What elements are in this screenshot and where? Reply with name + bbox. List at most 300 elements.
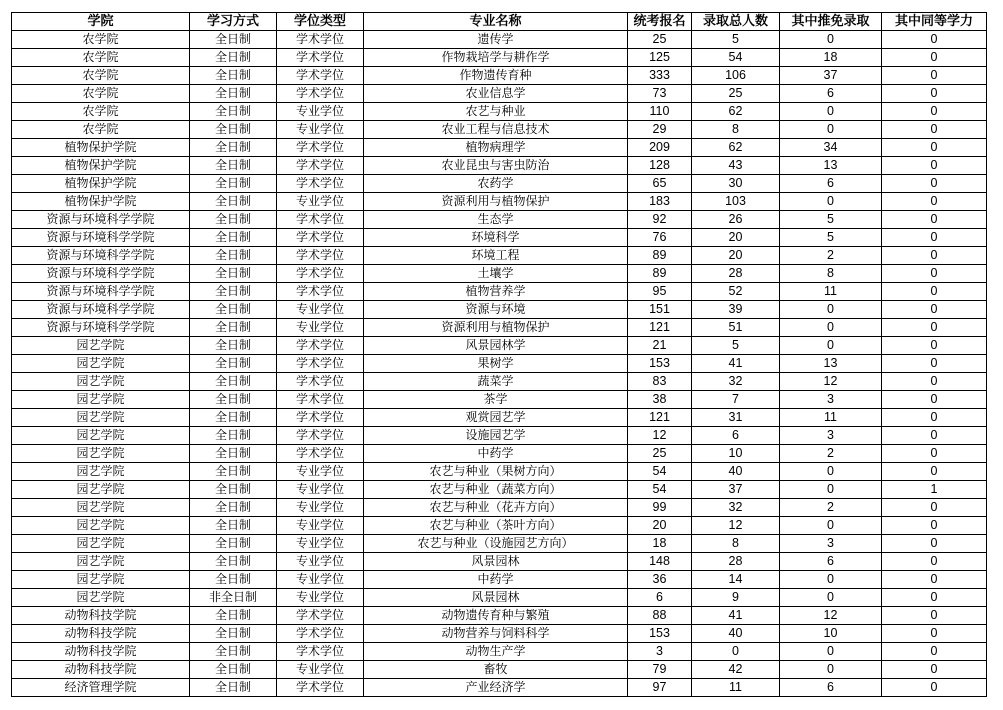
cell-recommended: 6 (780, 85, 882, 103)
cell-degree-type: 学术学位 (277, 247, 364, 265)
cell-recommended: 2 (780, 247, 882, 265)
cell-major: 设施园艺学 (364, 427, 628, 445)
table-row (12, 589, 987, 607)
cell-equivalent: 0 (882, 499, 987, 517)
table-row (12, 679, 987, 697)
cell-degree-type: 学术学位 (277, 265, 364, 283)
cell-equivalent: 0 (882, 247, 987, 265)
cell-equivalent: 0 (882, 211, 987, 229)
cell-admitted-total: 40 (692, 463, 780, 481)
cell-degree-type: 学术学位 (277, 355, 364, 373)
cell-college: 农学院 (12, 49, 190, 67)
cell-recommended: 0 (780, 463, 882, 481)
cell-major: 遗传学 (364, 31, 628, 49)
cell-study-mode: 全日制 (190, 391, 277, 409)
cell-study-mode: 全日制 (190, 607, 277, 625)
cell-study-mode: 全日制 (190, 211, 277, 229)
cell-recommended: 0 (780, 121, 882, 139)
cell-applicants: 121 (628, 409, 692, 427)
cell-admitted-total: 8 (692, 121, 780, 139)
cell-degree-type: 专业学位 (277, 499, 364, 517)
cell-admitted-total: 54 (692, 49, 780, 67)
table-body (12, 31, 987, 697)
table-row (12, 67, 987, 85)
cell-degree-type: 专业学位 (277, 193, 364, 211)
cell-admitted-total: 5 (692, 337, 780, 355)
cell-degree-type: 学术学位 (277, 49, 364, 67)
cell-admitted-total: 52 (692, 283, 780, 301)
cell-admitted-total: 20 (692, 229, 780, 247)
cell-applicants: 95 (628, 283, 692, 301)
col-header-applicants: 统考报名 (628, 13, 692, 31)
cell-equivalent: 0 (882, 535, 987, 553)
table-row (12, 553, 987, 571)
cell-applicants: 92 (628, 211, 692, 229)
cell-degree-type: 学术学位 (277, 211, 364, 229)
table-row (12, 121, 987, 139)
cell-major: 农艺与种业（设施园艺方向） (364, 535, 628, 553)
cell-recommended: 0 (780, 661, 882, 679)
cell-study-mode: 全日制 (190, 49, 277, 67)
cell-admitted-total: 41 (692, 607, 780, 625)
cell-equivalent: 1 (882, 481, 987, 499)
cell-applicants: 89 (628, 265, 692, 283)
cell-college: 园艺学院 (12, 571, 190, 589)
cell-applicants: 38 (628, 391, 692, 409)
cell-major: 果树学 (364, 355, 628, 373)
cell-study-mode: 全日制 (190, 661, 277, 679)
cell-degree-type: 专业学位 (277, 571, 364, 589)
table-row (12, 175, 987, 193)
table-row (12, 337, 987, 355)
cell-equivalent: 0 (882, 517, 987, 535)
cell-equivalent: 0 (882, 229, 987, 247)
cell-college: 园艺学院 (12, 427, 190, 445)
cell-applicants: 18 (628, 535, 692, 553)
cell-recommended: 6 (780, 553, 882, 571)
cell-degree-type: 学术学位 (277, 625, 364, 643)
cell-equivalent: 0 (882, 463, 987, 481)
cell-admitted-total: 25 (692, 85, 780, 103)
cell-applicants: 183 (628, 193, 692, 211)
cell-applicants: 21 (628, 337, 692, 355)
table-row (12, 517, 987, 535)
cell-recommended: 3 (780, 427, 882, 445)
cell-equivalent: 0 (882, 49, 987, 67)
cell-major: 环境工程 (364, 247, 628, 265)
cell-major: 植物营养学 (364, 283, 628, 301)
cell-major: 农艺与种业（蔬菜方向） (364, 481, 628, 499)
cell-college: 农学院 (12, 31, 190, 49)
cell-admitted-total: 32 (692, 373, 780, 391)
cell-applicants: 25 (628, 31, 692, 49)
cell-college: 农学院 (12, 103, 190, 121)
cell-applicants: 12 (628, 427, 692, 445)
cell-equivalent: 0 (882, 427, 987, 445)
cell-major: 动物遗传育种与繁殖 (364, 607, 628, 625)
cell-admitted-total: 37 (692, 481, 780, 499)
cell-admitted-total: 5 (692, 31, 780, 49)
cell-study-mode: 全日制 (190, 409, 277, 427)
cell-degree-type: 学术学位 (277, 391, 364, 409)
header-row (12, 13, 987, 31)
cell-major: 农艺与种业（花卉方向） (364, 499, 628, 517)
table-row (12, 625, 987, 643)
cell-recommended: 10 (780, 625, 882, 643)
cell-admitted-total: 41 (692, 355, 780, 373)
cell-equivalent: 0 (882, 175, 987, 193)
cell-recommended: 0 (780, 571, 882, 589)
cell-degree-type: 专业学位 (277, 103, 364, 121)
cell-major: 农艺与种业 (364, 103, 628, 121)
table-row (12, 481, 987, 499)
cell-degree-type: 学术学位 (277, 175, 364, 193)
cell-study-mode: 全日制 (190, 193, 277, 211)
cell-major: 环境科学 (364, 229, 628, 247)
cell-recommended: 11 (780, 283, 882, 301)
cell-admitted-total: 7 (692, 391, 780, 409)
table-row (12, 607, 987, 625)
cell-equivalent: 0 (882, 445, 987, 463)
cell-college: 资源与环境科学学院 (12, 265, 190, 283)
cell-equivalent: 0 (882, 589, 987, 607)
cell-study-mode: 全日制 (190, 175, 277, 193)
cell-admitted-total: 62 (692, 103, 780, 121)
cell-equivalent: 0 (882, 283, 987, 301)
cell-major: 观赏园艺学 (364, 409, 628, 427)
cell-study-mode: 全日制 (190, 139, 277, 157)
cell-college: 园艺学院 (12, 463, 190, 481)
cell-admitted-total: 43 (692, 157, 780, 175)
cell-college: 农学院 (12, 67, 190, 85)
cell-major: 作物遗传育种 (364, 67, 628, 85)
cell-major: 中药学 (364, 571, 628, 589)
cell-degree-type: 专业学位 (277, 535, 364, 553)
cell-degree-type: 专业学位 (277, 121, 364, 139)
cell-applicants: 153 (628, 625, 692, 643)
table-row (12, 373, 987, 391)
table-row (12, 265, 987, 283)
table-row (12, 211, 987, 229)
col-header-admitted-total: 录取总人数 (692, 13, 780, 31)
cell-major: 风景园林学 (364, 337, 628, 355)
cell-major: 生态学 (364, 211, 628, 229)
cell-equivalent: 0 (882, 661, 987, 679)
cell-applicants: 54 (628, 463, 692, 481)
cell-major: 动物营养与饲料科学 (364, 625, 628, 643)
table-row (12, 31, 987, 49)
cell-equivalent: 0 (882, 373, 987, 391)
table-row (12, 409, 987, 427)
table-row (12, 85, 987, 103)
admissions-table (11, 12, 987, 697)
cell-applicants: 65 (628, 175, 692, 193)
cell-applicants: 89 (628, 247, 692, 265)
cell-applicants: 73 (628, 85, 692, 103)
cell-applicants: 128 (628, 157, 692, 175)
cell-admitted-total: 8 (692, 535, 780, 553)
cell-admitted-total: 30 (692, 175, 780, 193)
cell-recommended: 0 (780, 301, 882, 319)
cell-degree-type: 学术学位 (277, 337, 364, 355)
cell-college: 园艺学院 (12, 499, 190, 517)
cell-major: 资源与环境 (364, 301, 628, 319)
cell-recommended: 2 (780, 499, 882, 517)
cell-recommended: 0 (780, 103, 882, 121)
col-header-college: 学院 (12, 13, 190, 31)
cell-study-mode: 全日制 (190, 301, 277, 319)
cell-college: 园艺学院 (12, 391, 190, 409)
cell-degree-type: 专业学位 (277, 301, 364, 319)
cell-applicants: 97 (628, 679, 692, 697)
cell-recommended: 0 (780, 193, 882, 211)
cell-college: 资源与环境科学学院 (12, 301, 190, 319)
cell-recommended: 18 (780, 49, 882, 67)
cell-study-mode: 全日制 (190, 283, 277, 301)
cell-degree-type: 学术学位 (277, 229, 364, 247)
cell-major: 资源利用与植物保护 (364, 193, 628, 211)
cell-college: 动物科技学院 (12, 661, 190, 679)
cell-college: 园艺学院 (12, 373, 190, 391)
cell-recommended: 8 (780, 265, 882, 283)
table-row (12, 319, 987, 337)
cell-admitted-total: 10 (692, 445, 780, 463)
cell-recommended: 5 (780, 229, 882, 247)
cell-major: 蔬菜学 (364, 373, 628, 391)
cell-recommended: 6 (780, 679, 882, 697)
cell-equivalent: 0 (882, 337, 987, 355)
cell-applicants: 88 (628, 607, 692, 625)
cell-major: 中药学 (364, 445, 628, 463)
cell-college: 植物保护学院 (12, 157, 190, 175)
cell-admitted-total: 28 (692, 553, 780, 571)
cell-college: 植物保护学院 (12, 175, 190, 193)
cell-study-mode: 全日制 (190, 463, 277, 481)
cell-equivalent: 0 (882, 139, 987, 157)
table-row (12, 661, 987, 679)
cell-degree-type: 学术学位 (277, 85, 364, 103)
cell-study-mode: 全日制 (190, 679, 277, 697)
cell-applicants: 54 (628, 481, 692, 499)
cell-equivalent: 0 (882, 409, 987, 427)
cell-equivalent: 0 (882, 67, 987, 85)
cell-equivalent: 0 (882, 121, 987, 139)
cell-admitted-total: 14 (692, 571, 780, 589)
cell-degree-type: 专业学位 (277, 463, 364, 481)
cell-college: 农学院 (12, 85, 190, 103)
cell-recommended: 2 (780, 445, 882, 463)
cell-applicants: 99 (628, 499, 692, 517)
table-row (12, 427, 987, 445)
col-header-study-mode: 学习方式 (190, 13, 277, 31)
col-header-degree-type: 学位类型 (277, 13, 364, 31)
cell-college: 资源与环境科学学院 (12, 211, 190, 229)
cell-recommended: 0 (780, 31, 882, 49)
cell-equivalent: 0 (882, 31, 987, 49)
cell-major: 农艺与种业（果树方向） (364, 463, 628, 481)
cell-major: 农药学 (364, 175, 628, 193)
cell-recommended: 34 (780, 139, 882, 157)
cell-admitted-total: 103 (692, 193, 780, 211)
cell-admitted-total: 0 (692, 643, 780, 661)
col-header-equivalent: 其中同等学力 (882, 13, 987, 31)
cell-study-mode: 非全日制 (190, 589, 277, 607)
cell-admitted-total: 106 (692, 67, 780, 85)
cell-applicants: 148 (628, 553, 692, 571)
table-row (12, 103, 987, 121)
cell-study-mode: 全日制 (190, 319, 277, 337)
cell-equivalent: 0 (882, 391, 987, 409)
cell-study-mode: 全日制 (190, 481, 277, 499)
cell-equivalent: 0 (882, 607, 987, 625)
cell-degree-type: 学术学位 (277, 373, 364, 391)
cell-recommended: 0 (780, 517, 882, 535)
cell-applicants: 333 (628, 67, 692, 85)
cell-applicants: 76 (628, 229, 692, 247)
cell-admitted-total: 42 (692, 661, 780, 679)
cell-study-mode: 全日制 (190, 31, 277, 49)
cell-equivalent: 0 (882, 301, 987, 319)
table-row (12, 139, 987, 157)
cell-college: 园艺学院 (12, 553, 190, 571)
cell-applicants: 83 (628, 373, 692, 391)
cell-applicants: 25 (628, 445, 692, 463)
cell-equivalent: 0 (882, 265, 987, 283)
cell-equivalent: 0 (882, 319, 987, 337)
cell-study-mode: 全日制 (190, 85, 277, 103)
cell-applicants: 6 (628, 589, 692, 607)
col-header-major: 专业名称 (364, 13, 628, 31)
cell-recommended: 0 (780, 481, 882, 499)
cell-degree-type: 学术学位 (277, 409, 364, 427)
cell-recommended: 5 (780, 211, 882, 229)
cell-college: 动物科技学院 (12, 607, 190, 625)
cell-major: 产业经济学 (364, 679, 628, 697)
cell-admitted-total: 9 (692, 589, 780, 607)
cell-college: 资源与环境科学学院 (12, 319, 190, 337)
cell-recommended: 13 (780, 355, 882, 373)
cell-admitted-total: 28 (692, 265, 780, 283)
cell-degree-type: 学术学位 (277, 283, 364, 301)
table-row (12, 49, 987, 67)
cell-college: 园艺学院 (12, 445, 190, 463)
table-row (12, 499, 987, 517)
table-row (12, 247, 987, 265)
cell-study-mode: 全日制 (190, 355, 277, 373)
table-row (12, 301, 987, 319)
cell-applicants: 3 (628, 643, 692, 661)
cell-degree-type: 学术学位 (277, 643, 364, 661)
cell-applicants: 151 (628, 301, 692, 319)
cell-equivalent: 0 (882, 85, 987, 103)
cell-major: 农业工程与信息技术 (364, 121, 628, 139)
table-row (12, 535, 987, 553)
cell-college: 园艺学院 (12, 517, 190, 535)
cell-degree-type: 学术学位 (277, 679, 364, 697)
cell-recommended: 0 (780, 337, 882, 355)
cell-equivalent: 0 (882, 643, 987, 661)
table-row (12, 193, 987, 211)
cell-study-mode: 全日制 (190, 373, 277, 391)
cell-applicants: 153 (628, 355, 692, 373)
table-row (12, 229, 987, 247)
table-row (12, 463, 987, 481)
cell-recommended: 3 (780, 391, 882, 409)
cell-study-mode: 全日制 (190, 265, 277, 283)
cell-applicants: 79 (628, 661, 692, 679)
cell-degree-type: 学术学位 (277, 67, 364, 85)
cell-major: 动物生产学 (364, 643, 628, 661)
cell-equivalent: 0 (882, 553, 987, 571)
table-row (12, 157, 987, 175)
cell-major: 农艺与种业（茶叶方向） (364, 517, 628, 535)
cell-college: 农学院 (12, 121, 190, 139)
cell-recommended: 11 (780, 409, 882, 427)
table-row (12, 445, 987, 463)
cell-major: 风景园林 (364, 589, 628, 607)
cell-degree-type: 学术学位 (277, 427, 364, 445)
cell-equivalent: 0 (882, 625, 987, 643)
cell-major: 资源利用与植物保护 (364, 319, 628, 337)
cell-admitted-total: 20 (692, 247, 780, 265)
col-header-recommended: 其中推免录取 (780, 13, 882, 31)
cell-major: 农业昆虫与害虫防治 (364, 157, 628, 175)
cell-recommended: 0 (780, 589, 882, 607)
cell-equivalent: 0 (882, 103, 987, 121)
cell-major: 畜牧 (364, 661, 628, 679)
cell-college: 园艺学院 (12, 409, 190, 427)
table-row (12, 643, 987, 661)
cell-college: 动物科技学院 (12, 643, 190, 661)
cell-equivalent: 0 (882, 571, 987, 589)
table-row (12, 283, 987, 301)
cell-degree-type: 专业学位 (277, 553, 364, 571)
cell-major: 土壤学 (364, 265, 628, 283)
cell-study-mode: 全日制 (190, 229, 277, 247)
table-row (12, 391, 987, 409)
cell-admitted-total: 40 (692, 625, 780, 643)
cell-admitted-total: 26 (692, 211, 780, 229)
cell-equivalent: 0 (882, 355, 987, 373)
cell-study-mode: 全日制 (190, 337, 277, 355)
cell-degree-type: 学术学位 (277, 31, 364, 49)
cell-equivalent: 0 (882, 157, 987, 175)
cell-college: 园艺学院 (12, 355, 190, 373)
cell-admitted-total: 11 (692, 679, 780, 697)
cell-college: 植物保护学院 (12, 193, 190, 211)
cell-study-mode: 全日制 (190, 517, 277, 535)
cell-study-mode: 全日制 (190, 553, 277, 571)
cell-college: 园艺学院 (12, 535, 190, 553)
cell-study-mode: 全日制 (190, 535, 277, 553)
cell-recommended: 6 (780, 175, 882, 193)
cell-recommended: 12 (780, 607, 882, 625)
cell-recommended: 12 (780, 373, 882, 391)
cell-study-mode: 全日制 (190, 247, 277, 265)
cell-study-mode: 全日制 (190, 571, 277, 589)
cell-college: 资源与环境科学学院 (12, 247, 190, 265)
cell-recommended: 13 (780, 157, 882, 175)
cell-applicants: 110 (628, 103, 692, 121)
cell-college: 植物保护学院 (12, 139, 190, 157)
cell-college: 资源与环境科学学院 (12, 229, 190, 247)
cell-college: 资源与环境科学学院 (12, 283, 190, 301)
cell-applicants: 36 (628, 571, 692, 589)
cell-degree-type: 专业学位 (277, 517, 364, 535)
cell-applicants: 20 (628, 517, 692, 535)
cell-equivalent: 0 (882, 679, 987, 697)
cell-admitted-total: 32 (692, 499, 780, 517)
